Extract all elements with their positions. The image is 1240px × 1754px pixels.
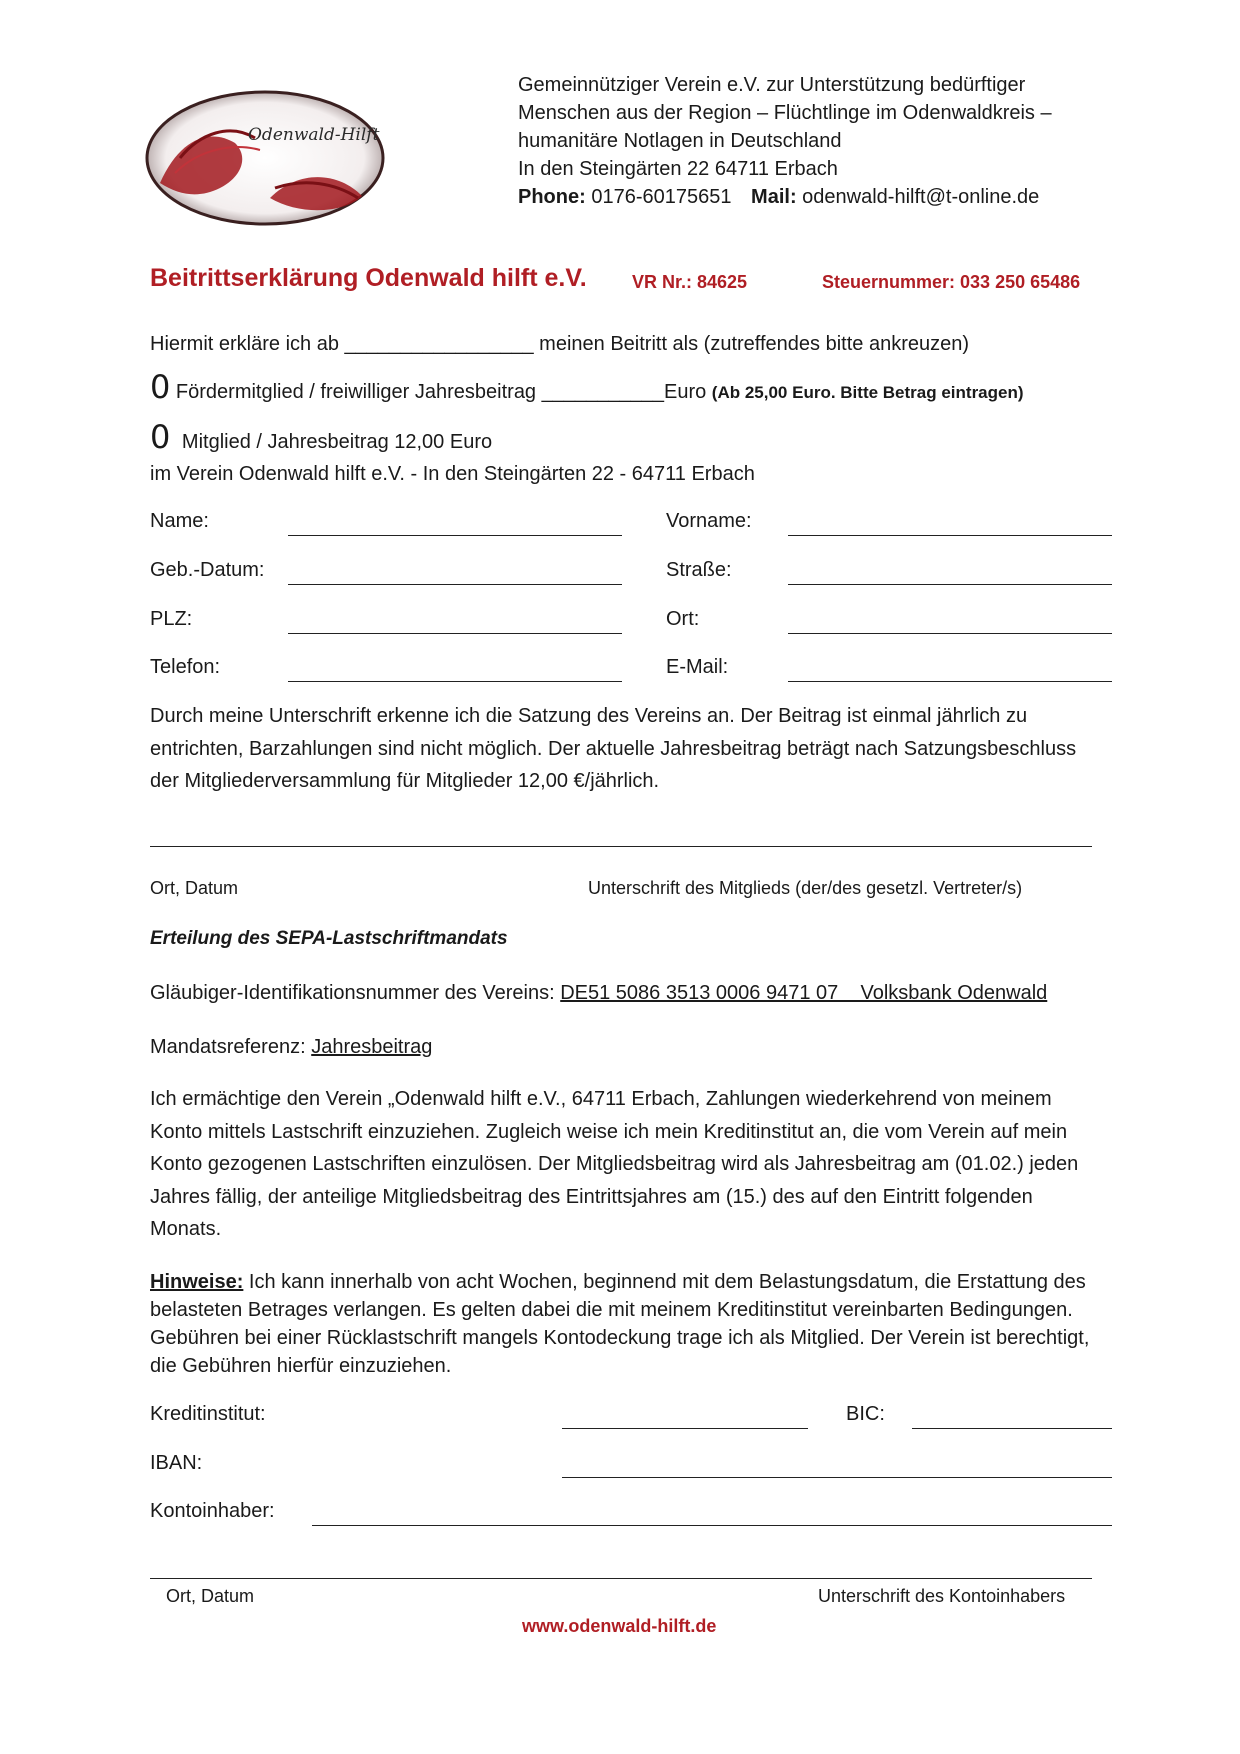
- phone-value: 0176-60175651: [591, 186, 732, 208]
- ort-label: Ort:: [666, 608, 700, 630]
- bic-field[interactable]: [912, 1428, 1112, 1429]
- mail-label: Mail:: [751, 186, 797, 208]
- glaeubiger-label: Gläubiger-Identifikationsnummer des Vereins:: [150, 982, 555, 1004]
- signature-member-label: Unterschrift des Mitglieds (der/des gesetzl. Vertreter/s): [588, 878, 1023, 898]
- odenwald-hilft-logo: [140, 88, 390, 236]
- checkbox-foerdermitglied[interactable]: 0: [150, 368, 171, 406]
- vorname-field[interactable]: [788, 535, 1112, 536]
- iban-field[interactable]: [562, 1477, 1112, 1478]
- iban-label: IBAN:: [150, 1452, 203, 1474]
- phone-label: Phone:: [518, 186, 586, 208]
- tax-number: Steuernummer: 033 250 65486: [822, 272, 1081, 292]
- signature-line-member[interactable]: [150, 846, 1092, 847]
- form-title: Beitrittserklärung Odenwald hilft e.V.: [150, 264, 587, 292]
- logo-text: Odenwald-Hilft: [248, 125, 380, 145]
- header-contact: [518, 186, 1039, 209]
- glaeubiger-line: [150, 982, 1047, 1005]
- intro-prefix: Hiermit erkläre ich ab: [150, 333, 339, 355]
- signature-line-account-holder[interactable]: [150, 1578, 1092, 1579]
- signature-account-holder-label: Unterschrift des Kontoinhabers: [818, 1586, 1066, 1606]
- hinweis-text: Ich kann innerhalb von acht Wochen, beginnend mit dem Belastungsdatum, die Erstattung des belasteten Betrages verlangen. Es gelten dabei die mit meinem Kreditinstitut vereinbarten Bedingungen. Gebühren bei einer Rücklastschrift mangels Kontodeckung trage ich als Mitglied. Der Verein ist berechtigt, die Gebühren hierfür einzuziehen.: [150, 1271, 1090, 1377]
- verein-line: im Verein Odenwald hilft e.V. - In den Steingärten 22 - 64711 Erbach: [150, 463, 755, 485]
- kreditinstitut-label: Kreditinstitut:: [150, 1403, 266, 1425]
- footer-website-link[interactable]: www.odenwald-hilft.de: [522, 1616, 717, 1636]
- mandat-line: [150, 1036, 432, 1059]
- mail-value: odenwald-hilft@t-online.de: [802, 186, 1040, 208]
- signature2-place-date-label: Ort, Datum: [166, 1586, 255, 1606]
- telefon-label: Telefon:: [150, 656, 221, 678]
- mandat-label: Mandatsreferenz:: [150, 1036, 306, 1058]
- hinweis-block: [150, 1268, 1110, 1380]
- amount-blank[interactable]: ___________: [541, 381, 664, 403]
- glaeubiger-value: DE51 5086 3513 0006 9471 07 Volksbank Odenwald: [560, 982, 1048, 1004]
- signature-place-date-label: Ort, Datum: [150, 878, 239, 898]
- intro-suffix: meinen Beitritt als (zutreffendes bitte ankreuzen): [539, 333, 970, 355]
- hinweis-label: Hinweise:: [150, 1271, 244, 1293]
- bic-label: BIC:: [846, 1403, 885, 1425]
- vorname-label: Vorname:: [666, 510, 752, 532]
- header-line-2: Menschen aus der Region – Flüchtlinge im Odenwaldkreis –: [518, 102, 1052, 124]
- email-label: E-Mail:: [666, 656, 729, 678]
- plz-field[interactable]: [288, 633, 622, 634]
- option-mitglied-label: Mitglied / Jahresbeitrag 12,00 Euro: [181, 431, 493, 453]
- header-line-3: humanitäre Notlagen in Deutschland: [518, 130, 842, 152]
- consent-text: Durch meine Unterschrift erkenne ich die Satzung des Vereins an. Der Beitrag ist einmal jährlich zu entrichten, Barzahlungen sind nicht möglich. Der aktuelle Jahresbeitrag beträgt nach Satzungsbeschluss der Mitgliederversammlung für Mitglieder 12,00 €/jährlich.: [150, 705, 1077, 792]
- header-line-1: Gemeinnütziger Verein e.V. zur Unterstützung bedürftiger: [518, 74, 1026, 96]
- strasse-field[interactable]: [788, 584, 1112, 585]
- currency-label: Euro: [663, 381, 707, 403]
- kontoinhaber-label: Kontoinhaber:: [150, 1500, 275, 1522]
- start-date-blank[interactable]: _________________: [344, 333, 534, 355]
- intro-line: [150, 333, 969, 356]
- option-foerdermitglied: [150, 368, 1024, 406]
- vr-number: VR Nr.: 84625: [632, 272, 748, 292]
- sepa-heading: Erteilung des SEPA-Lastschriftmandats: [150, 928, 508, 949]
- header-address: In den Steingärten 22 64711 Erbach: [518, 158, 838, 180]
- name-label: Name:: [150, 510, 209, 532]
- option-mitglied: [150, 418, 492, 456]
- ort-field[interactable]: [788, 633, 1112, 634]
- telefon-field[interactable]: [288, 681, 622, 682]
- geb-datum-label: Geb.-Datum:: [150, 559, 265, 581]
- option-foerdermitglied-label: Fördermitglied / freiwilliger Jahresbeitrag: [175, 381, 537, 403]
- geb-datum-field[interactable]: [288, 584, 622, 585]
- checkbox-mitglied[interactable]: 0: [150, 418, 171, 456]
- name-field[interactable]: [288, 535, 622, 536]
- mandat-value: Jahresbeitrag: [311, 1036, 433, 1058]
- strasse-label: Straße:: [666, 559, 732, 581]
- email-field[interactable]: [788, 681, 1112, 682]
- plz-label: PLZ:: [150, 608, 193, 630]
- kontoinhaber-field[interactable]: [312, 1525, 1112, 1526]
- amount-note: (Ab 25,00 Euro. Bitte Betrag eintragen): [711, 383, 1024, 402]
- sepa-authorization-text: Ich ermächtige den Verein „Odenwald hilft e.V., 64711 Erbach, Zahlungen wiederkehrend von meinem Konto mittels Lastschrift einzuziehen. Zugleich weise ich mein Kreditinstitut an, die vom Verein auf mein Konto gezogenen Lastschriften einzulösen. Der Mitgliedsbeitrag wird als Jahresbeitrag am (01.02.) jeden Jahres fällig, der anteilige Mitgliedsbeitrag des Eintrittsjahres am (15.) des auf den Eintritt folgenden Monats.: [150, 1088, 1079, 1240]
- kreditinstitut-field[interactable]: [562, 1428, 808, 1429]
